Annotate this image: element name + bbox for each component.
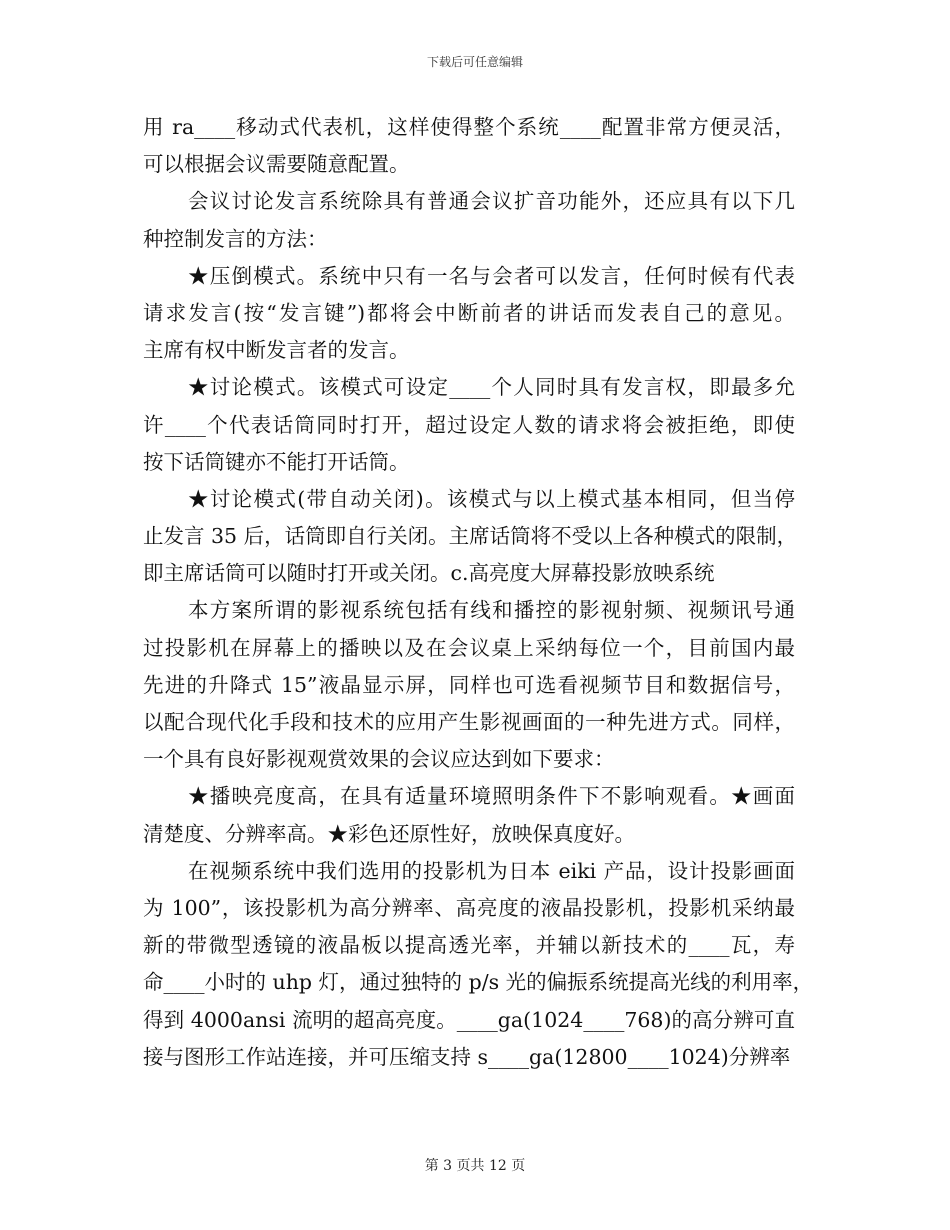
- text-line: 以配合现代化手段和技术的应用产生影视画面的一种先进方式。同样，: [143, 710, 795, 734]
- text-line: 种控制发言的方法：: [143, 226, 328, 251]
- paragraph: [143, 372, 795, 484]
- paragraph: [143, 595, 795, 781]
- text-line: 命____小时的 uhp 灯，通过独特的 p/s 光的偏振系统提高光线的利用率，: [143, 970, 814, 995]
- page-footer: 第 3 页共 12 页: [424, 1158, 526, 1174]
- text-line: 会议讨论发言系统除具有普通会议扩音功能外，还应具有以下几: [188, 189, 795, 214]
- paragraph: [143, 856, 814, 1079]
- text-line: 可以根据会议需要随意配置。: [143, 152, 410, 177]
- text-line: ★播映亮度高，在具有适量环境照明条件下不影响观看。★画面: [188, 784, 795, 809]
- paragraph: [143, 261, 795, 373]
- paragraph: [143, 186, 795, 260]
- paragraph: [143, 484, 798, 596]
- text-line: 一个具有良好影视观赏效果的会议应达到如下要求：: [143, 747, 615, 772]
- text-line: 清楚度、分辨率高。★彩色还原性好，放映保真度好。: [143, 821, 635, 846]
- text-line: 按下话筒键亦不能打开话筒。: [143, 449, 410, 474]
- paragraph: [143, 781, 795, 855]
- text-line: 止发言 35 后，话筒即自行关闭。主席话筒将不受以上各种模式的限制，: [143, 524, 798, 549]
- text-line: 新的带微型透镜的液晶板以提高透光率，并辅以新技术的____瓦，寿: [143, 933, 795, 958]
- text-line: 即主席话筒可以随时打开或关闭。c.高亮度大屏幕投影放映系统: [143, 561, 715, 586]
- text-line: 先进的升降式 15”液晶显示屏，同样也可选看视频节目和数据信号，: [143, 672, 795, 697]
- text-line: 接与图形工作站连接，并可压缩支持 s____ga(12800____1024)分辨率: [143, 1044, 791, 1069]
- text-line: 得到 4000ansi 流明的超高亮度。____ga(1024____768)的高分辨可直: [143, 1007, 795, 1032]
- text-line: 用 ra____移动式代表机，这样使得整个系统____配置非常方便灵活，: [143, 115, 795, 139]
- document-body: [143, 112, 814, 1079]
- paragraph: [143, 112, 795, 186]
- text-line: 许____个代表话筒同时打开，超过设定人数的请求将会被拒绝，即使: [143, 412, 795, 437]
- text-line: 过投影机在屏幕上的播映以及在会议桌上采纳每位一个，目前国内最: [143, 635, 795, 660]
- page-header: 下载后可任意编辑: [426, 55, 523, 69]
- text-line: ★讨论模式。该模式可设定____个人同时具有发言权，即最多允: [188, 375, 795, 400]
- text-line: 在视频系统中我们选用的投影机为日本 eiki 产品，设计投影画面: [188, 858, 795, 883]
- text-line: ★压倒模式。系统中只有一名与会者可以发言，任何时候有代表: [188, 263, 795, 288]
- text-line: 主席有权中断发言者的发言。: [143, 338, 410, 363]
- text-line: 本方案所谓的影视系统包括有线和播控的影视射频、视频讯号通: [188, 598, 795, 623]
- text-line: 请求发言(按“发言键”)都将会中断前者的讲话而发表自己的意见。: [143, 300, 795, 325]
- text-line: 为 100”，该投影机为高分辨率、高亮度的液晶投影机，投影机采纳最: [143, 895, 795, 920]
- text-line: ★讨论模式(带自动关闭)。该模式与以上模式基本相同，但当停: [188, 486, 795, 511]
